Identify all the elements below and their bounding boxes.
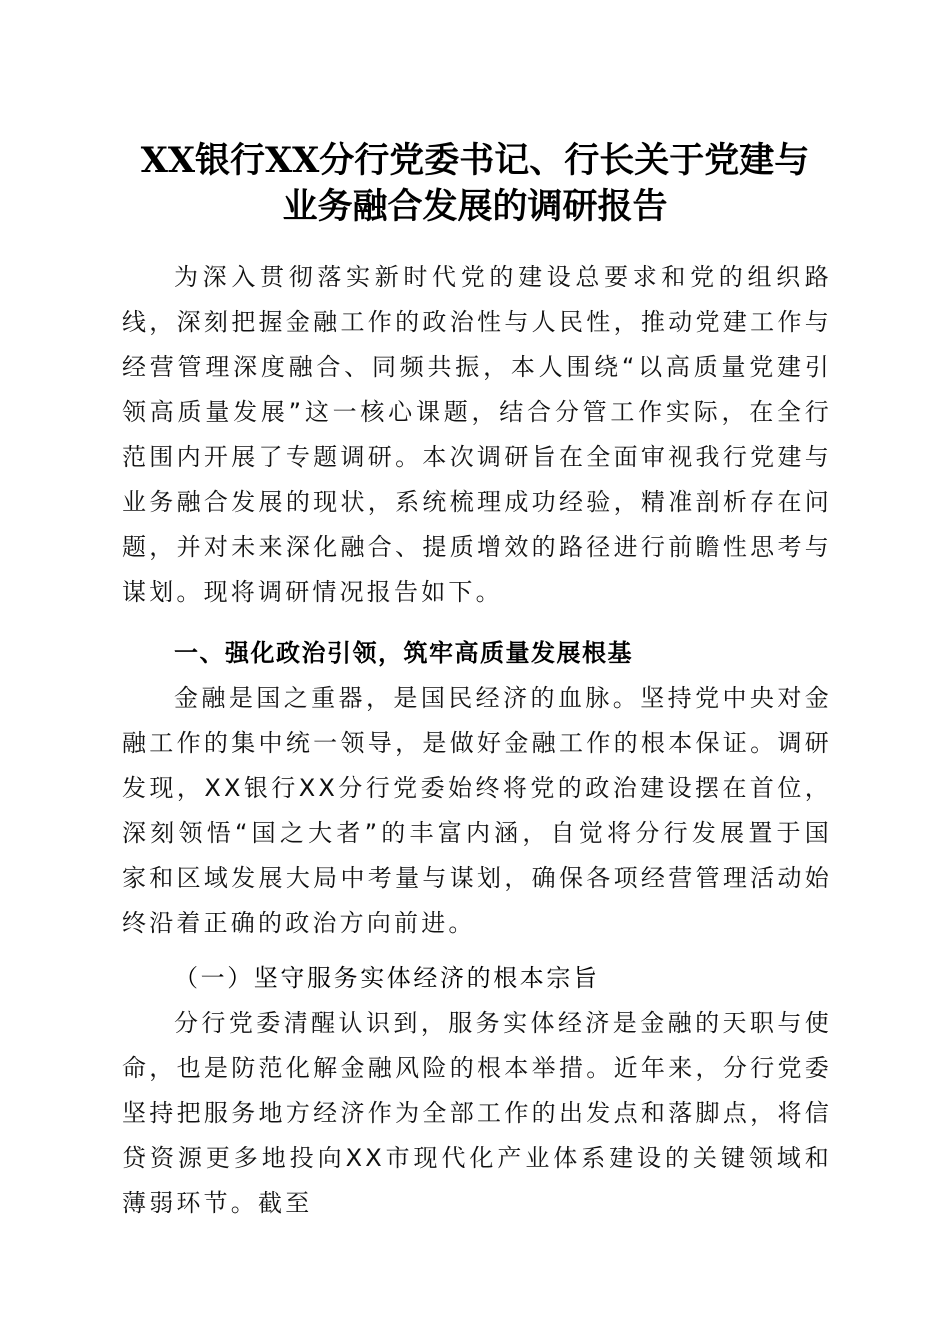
document-title-line-2: 业务融合发展的调研报告	[282, 186, 668, 227]
subsection-1-paragraph: 分行党委清醒认识到，服务实体经济是金融的天职与使命，也是防范化解金融风险的根本举措。近年来，分行党委坚持把服务地方经济作为全部工作的出发点和落脚点，将信贷资源更多地投向XX市现代化产业体系建设的关键领域和薄弱环节。截至	[122, 1009, 832, 1217]
document-title-line-1: XX银行XX分行党委书记、行长关于党建与	[140, 140, 810, 181]
section-1-paragraph: 金融是国之重器，是国民经济的血脉。坚持党中央对金融工作的集中统一领导，是做好金融工作的根本保证。调研发现，XX银行XX分行党委始终将党的政治建设摆在首位，深刻领悟“国之大者”的丰富内涵，自觉将分行发展置于国家和区域发展大局中考量与谋划，确保各项经营管理活动始终沿着正确的政治方向前进。	[122, 684, 832, 937]
section-1-heading: 一、强化政治引领，筑牢高质量发展根基	[174, 639, 633, 667]
subsection-1-heading: （一）坚守服务实体经济的根本宗旨	[174, 964, 600, 992]
intro-paragraph: 为深入贯彻落实新时代党的建设总要求和党的组织路线，深刻把握金融工作的政治性与人民性，推动党建工作与经营管理深度融合、同频共振，本人围绕“以高质量党建引领高质量发展”这一核心课题，结合分管工作实际，在全行范围内开展了专题调研。本次调研旨在全面审视我行党建与业务融合发展的现状，系统梳理成功经验，精准剖析存在问题，并对未来深化融合、提质增效的路径进行前瞻性思考与谋划。现将调研情况报告如下。	[122, 263, 832, 606]
